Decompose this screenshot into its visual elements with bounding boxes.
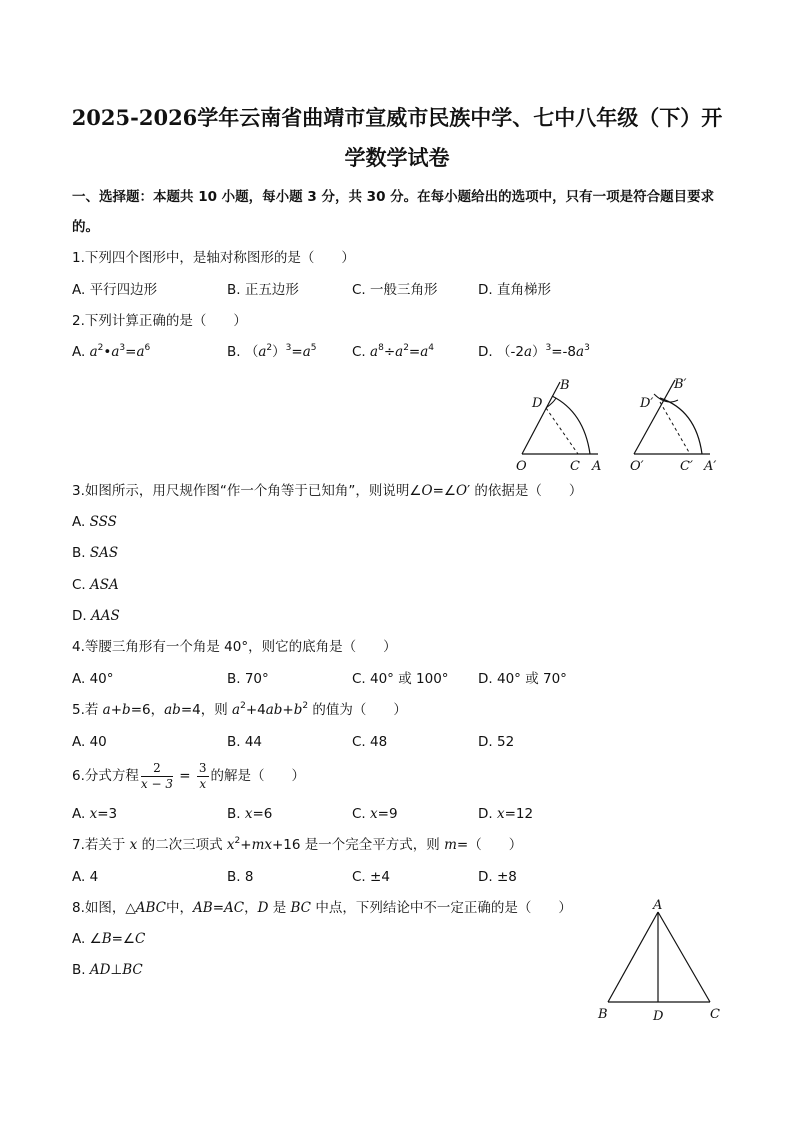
label-d: D bbox=[532, 396, 543, 411]
section-instruction-line1: 一、选择题：本题共 10 小题，每小题 3 分，共 30 分。在每小题给出的选项中，只有一项是符合题目要求 bbox=[72, 189, 715, 205]
q8-isosceles-triangle-figure bbox=[594, 898, 724, 1026]
q3-original-angle bbox=[516, 378, 601, 474]
q3-angle-construction-figure bbox=[510, 372, 730, 476]
q7-option-d[interactable]: D. ±8 bbox=[478, 869, 517, 885]
q5-option-d[interactable]: D. 52 bbox=[478, 734, 515, 750]
exam-title-line2: 学数学试卷 bbox=[344, 145, 450, 170]
q1-option-c[interactable]: C. 一般三角形 bbox=[352, 282, 438, 298]
label-o: O bbox=[516, 459, 527, 474]
q6-option-c[interactable]: C. x=9 bbox=[352, 806, 398, 822]
q4-option-d[interactable]: D. 40° 或 70° bbox=[478, 671, 567, 687]
q5-option-a[interactable]: A. 40 bbox=[72, 734, 107, 750]
q2-option-b[interactable]: B. $(a^2)^3=a^5$ bbox=[227, 343, 317, 360]
exam-title-line1: 2025-2026学年云南省曲靖市宣威市民族中学、七中八年级（下）开 bbox=[71, 105, 723, 130]
label-o-prime: O′ bbox=[630, 459, 644, 474]
label-b: B bbox=[598, 1007, 608, 1022]
q4-stem: 4.等腰三角形有一个角是 40°，则它的底角是（ ） bbox=[72, 639, 397, 655]
q7-option-b[interactable]: B. 8 bbox=[227, 869, 254, 885]
q3-stem: 3.如图所示，用尺规作图“作一个角等于已知角”，则说明∠O=∠O′ 的依据是（ ） bbox=[72, 483, 583, 499]
side-ab bbox=[608, 912, 658, 1002]
q8-stem: 8.如图，△ABC中，AB=AC，D 是 BC 中点，下列结论中不一定正确的是（ ） bbox=[72, 900, 572, 916]
q6-option-b[interactable]: B. x=6 bbox=[227, 806, 273, 822]
q4-option-c[interactable]: C. 40° 或 100° bbox=[352, 671, 449, 687]
section-instruction-line2: 的。 bbox=[72, 219, 99, 235]
segment-dc bbox=[546, 408, 578, 454]
q7-stem: 7.若关于 x 的二次三项式 $x^2+mx+16$ 是一个完全平方式，则 m=（ ） bbox=[72, 836, 523, 853]
label-c: C bbox=[710, 1007, 720, 1022]
q8-option-b[interactable]: B. AD⊥BC bbox=[72, 962, 143, 978]
q7-option-c[interactable]: C. ±4 bbox=[352, 869, 390, 885]
q8-option-a[interactable]: A. ∠B=∠C bbox=[72, 931, 146, 947]
q3-option-d[interactable]: D. AAS bbox=[72, 608, 120, 624]
q2-option-c[interactable]: C. $a^8\div a^2=a^4$ bbox=[352, 343, 435, 360]
q3-option-a[interactable]: A. SSS bbox=[72, 514, 117, 530]
label-c: C bbox=[570, 459, 580, 474]
label-a: A bbox=[653, 898, 663, 913]
q3-option-c[interactable]: C. ASA bbox=[72, 577, 119, 593]
arc2-large bbox=[660, 398, 702, 454]
segment-d2c2 bbox=[660, 402, 690, 454]
label-a: A bbox=[592, 459, 602, 474]
q3-constructed-angle bbox=[630, 377, 716, 474]
q1-option-a[interactable]: A. 平行四边形 bbox=[72, 282, 158, 298]
q4-option-a[interactable]: A. 40° bbox=[72, 671, 114, 687]
ray-ob bbox=[522, 382, 560, 454]
q7-option-a[interactable]: A. 4 bbox=[72, 869, 99, 885]
q6-option-a[interactable]: A. x=3 bbox=[72, 806, 118, 822]
q4-option-b[interactable]: B. 70° bbox=[227, 671, 269, 687]
q1-option-d[interactable]: D. 直角梯形 bbox=[478, 282, 551, 298]
q6-option-d[interactable]: D. x=12 bbox=[478, 806, 534, 822]
label-c-prime: C′ bbox=[680, 459, 693, 474]
q6-fraction-right: $\frac{3}{x}$ bbox=[198, 760, 207, 791]
side-ac bbox=[658, 912, 710, 1002]
q2-option-a[interactable]: A. $a^2•a^3=a^6$ bbox=[72, 343, 151, 360]
label-a-prime: A′ bbox=[704, 459, 717, 474]
q2-stem: 2.下列计算正确的是（ ） bbox=[72, 313, 247, 329]
q2-option-d[interactable]: D. $(-2a)^3=-8a^3$ bbox=[478, 343, 590, 360]
q6-stem: 6.分式方程 $\frac{2}{x - 3}$ = $\frac{3}{x}$ 的解是（ ） bbox=[72, 760, 306, 791]
label-d-prime: D′ bbox=[640, 396, 654, 411]
q3-option-b[interactable]: B. SAS bbox=[72, 545, 119, 561]
q1-option-b[interactable]: B. 正五边形 bbox=[227, 282, 299, 298]
label-b-prime: B′ bbox=[674, 377, 687, 392]
q1-stem: 1.下列四个图形中，是轴对称图形的是（ ） bbox=[72, 250, 355, 266]
q6-fraction-left: $\frac{2}{x - 3}$ bbox=[140, 760, 173, 791]
ray-o2b2 bbox=[634, 380, 675, 454]
label-d: D bbox=[653, 1009, 664, 1024]
q5-option-c[interactable]: C. 48 bbox=[352, 734, 388, 750]
label-b: B bbox=[560, 378, 570, 393]
q5-stem: 5.若 a+b=6，ab=4，则 $a^2+4ab+b^2$ 的值为（ ） bbox=[72, 701, 407, 718]
q5-option-b[interactable]: B. 44 bbox=[227, 734, 263, 750]
